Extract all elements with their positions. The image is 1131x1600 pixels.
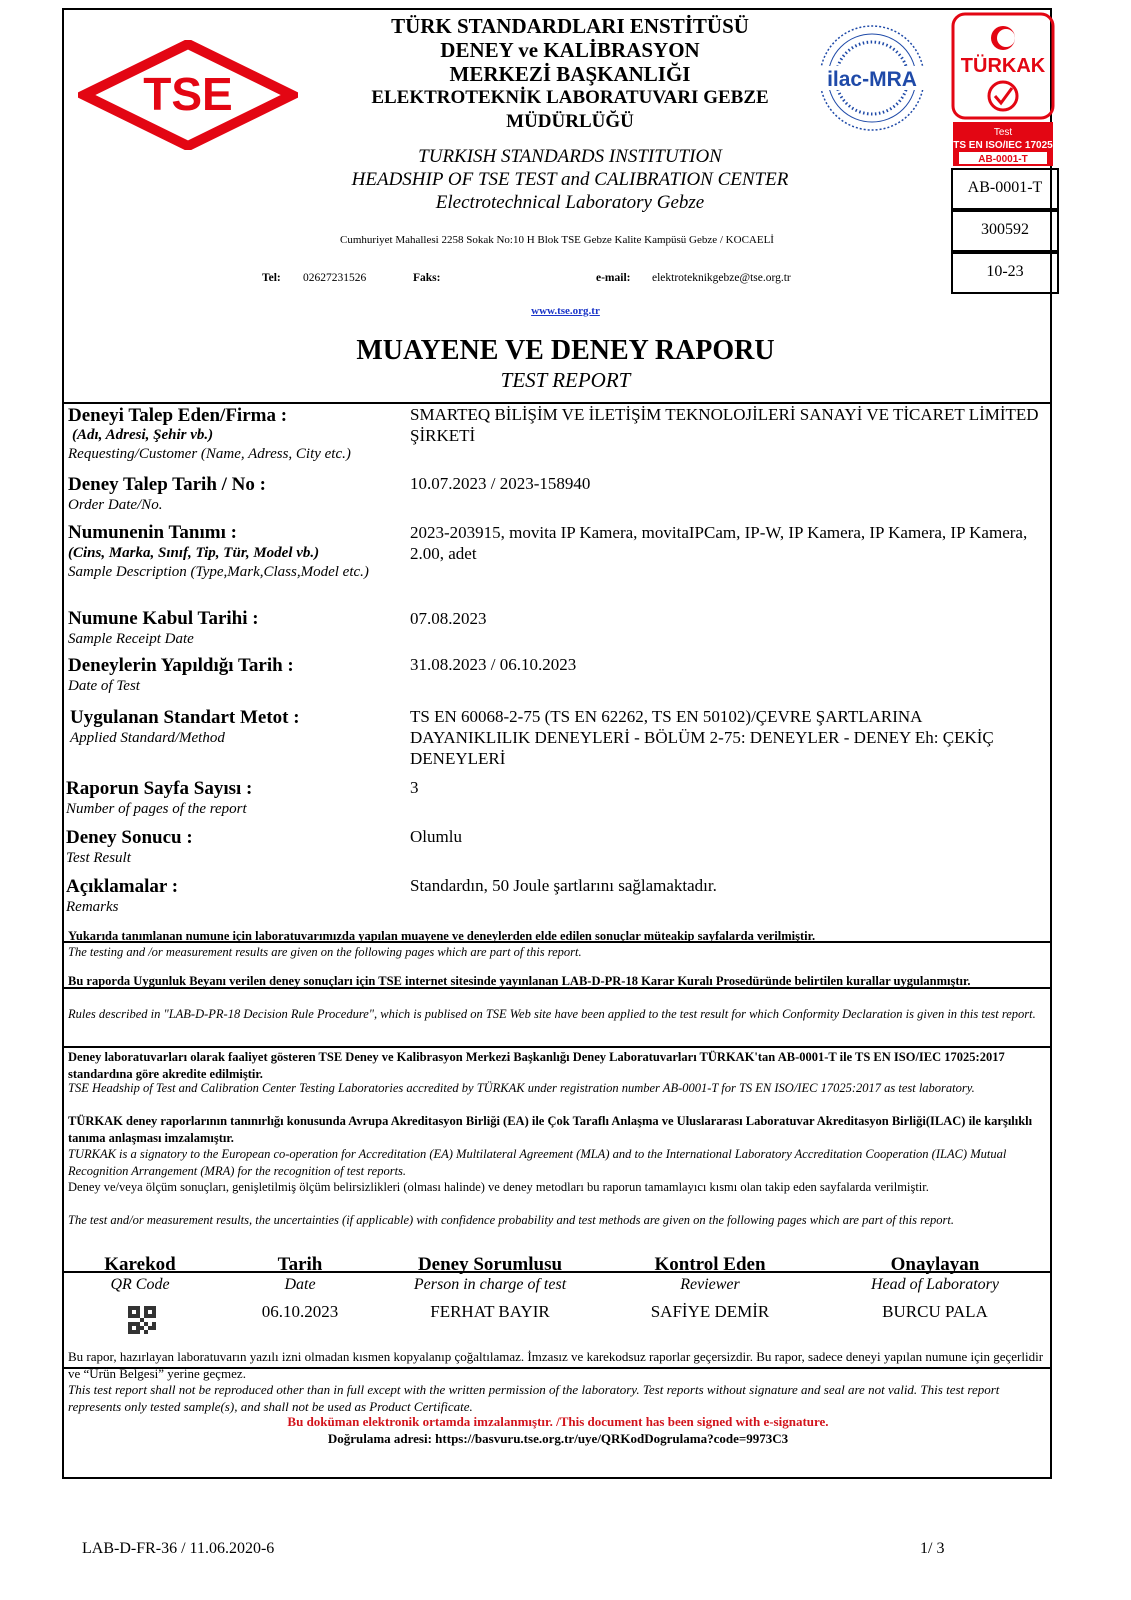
sig-reviewer-value: SAFİYE DEMİR bbox=[650, 1302, 770, 1321]
field-requester-label: Deneyi Talep Eden/Firma : bbox=[68, 405, 288, 426]
field-pages-value: 3 bbox=[410, 778, 419, 797]
field-requester-sub-tr: (Adı, Adresi, Şehir vb.) bbox=[72, 427, 214, 443]
esign-notice: Bu doküman elektronik ortamda imzalanmıştır. /This document has been signed with e-signature. bbox=[287, 1414, 829, 1429]
field-order-value: 10.07.2023 / 2023-158940 bbox=[410, 474, 591, 493]
field-sample-label: Numunenin Tanımı : bbox=[68, 522, 237, 543]
field-receipt-sub: Sample Receipt Date bbox=[68, 631, 194, 647]
field-requester-sub-en: Requesting/Customer (Name, Adress, City etc.) bbox=[68, 446, 351, 462]
report-number-box: 300592 bbox=[951, 210, 1059, 252]
page-number: 1/ 3 bbox=[920, 1540, 945, 1557]
fax-label: Faks: bbox=[413, 272, 441, 284]
footer-en: This test report shall not be reproduced other than in full except with the written permission of the laboratory. Test reports without signature and seal are not valid. This test report represents only tested sample(s), and shall not be used as Product Certificate. bbox=[68, 1382, 1000, 1414]
ilac-mra-logo-icon bbox=[816, 22, 928, 134]
tel-label: Tel: bbox=[262, 272, 281, 284]
field-sample-value: 2023-203915, movita IP Kamera, movitaIPCam, IP-W, IP Kamera, IP Kamera, IP Kamera, 2.00, adet bbox=[410, 523, 1028, 563]
field-sample-sub-tr: (Cins, Marka, Sınıf, Tip, Tür, Model vb.) bbox=[68, 545, 320, 561]
sig-tester-value: FERHAT BAYIR bbox=[430, 1302, 550, 1321]
sig-reviewer-title: Kontrol Eden bbox=[654, 1254, 766, 1275]
note-1-en: The testing and /or measurement results are given on the following pages which are part of this report. bbox=[68, 945, 582, 959]
institute-en-line-3: Electrotechnical Laboratory Gebze bbox=[435, 192, 705, 213]
note-5-tr: Deney ve/veya ölçüm sonuçları, genişletilmiş ölçüm belirsizlikleri (olması halinde) ve deney metodları bu raporun tamamlayıcı kısmı olan takip eden sayfalarda verilmiştir. bbox=[68, 1180, 929, 1194]
note-4-en: TURKAK is a signatory to the European co-operation for Accreditation (EA) Multilateral Agreement (MLA) and to the International Laboratory Accreditation Cooperation (ILAC) Mutual Recognition Arrangement (MRA) for the recognition of test reports. bbox=[68, 1147, 1007, 1178]
report-subtitle: TEST REPORT bbox=[500, 368, 631, 392]
sig-approver-title: Onaylayan bbox=[890, 1254, 980, 1275]
tse-logo-text: TSE bbox=[143, 68, 233, 120]
field-order-sub: Order Date/No. bbox=[68, 497, 163, 513]
tel-value: 02627231526 bbox=[303, 272, 367, 284]
verify-address[interactable]: Doğrulama adresi: https://basvuru.tse.org.tr/uye/QRKodDogrulama?code=9973C3 bbox=[327, 1431, 789, 1446]
institute-tr-line-4: ELEKTROTEKNİK LABORATUVARI GEBZE bbox=[371, 87, 769, 108]
institute-tr-line-5: MÜDÜRLÜĞÜ bbox=[506, 111, 634, 132]
note-2-en: Rules described in "LAB-D-PR-18 Decision Rule Procedure", which is publised on TSE Web site have been applied to the test result for which Conformity Declaration is given in this test report. bbox=[68, 1007, 1036, 1021]
turkak-logo-icon bbox=[951, 12, 1061, 168]
email-label: e-mail: bbox=[596, 272, 631, 284]
field-order-label: Deney Talep Tarih / No : bbox=[68, 474, 266, 495]
field-sample-sub-en: Sample Description (Type,Mark,Class,Model etc.) bbox=[68, 564, 369, 580]
website-link[interactable]: www.tse.org.tr bbox=[531, 305, 600, 317]
field-pages-sub: Number of pages of the report bbox=[66, 801, 247, 817]
sig-date-title: Tarih bbox=[277, 1254, 323, 1275]
field-requester-value: SMARTEQ BİLİŞİM VE İLETİŞİM TEKNOLOJİLERİ SANAYİ VE TİCARET LİMİTED ŞİRKETİ bbox=[410, 405, 1039, 445]
report-title: MUAYENE VE DENEY RAPORU bbox=[356, 335, 775, 366]
institute-en-line-1: TURKISH STANDARDS INSTITUTION bbox=[418, 146, 722, 167]
report-period-box: 10-23 bbox=[951, 252, 1059, 294]
sig-date-value: 06.10.2023 bbox=[261, 1302, 339, 1321]
institute-tr-line-1: TÜRK STANDARDLARI ENSTİTÜSÜ bbox=[391, 14, 749, 38]
sig-approver-value: BURCU PALA bbox=[882, 1302, 988, 1321]
sig-reviewer-sub: Reviewer bbox=[680, 1276, 740, 1293]
sig-tester-title: Deney Sorumlusu bbox=[417, 1254, 563, 1275]
email-value[interactable]: elektroteknikgebze@tse.org.tr bbox=[652, 272, 791, 284]
note-3-tr: Deney laboratuvarları olarak faaliyet gösteren TSE Deney ve Kalibrasyon Merkezi Başkanlığı Deney Laboratuvarları TÜRKAK'tan AB-0001-T ile TS EN ISO/IEC 17025:2017 standardına göre akredite edilmiştir. bbox=[64, 1046, 1050, 1082]
field-testdate-label: Deneylerin Yapıldığı Tarih : bbox=[68, 655, 294, 676]
note-3-en: TSE Headship of Test and Calibration Center Testing Laboratories accredited by TÜRKAK under registration number AB-0001-T for TS EN ISO/IEC 17025:2017 as test laboratory. bbox=[68, 1081, 975, 1095]
field-remarks-label: Açıklamalar : bbox=[66, 876, 179, 897]
field-result-label: Deney Sonucu : bbox=[66, 827, 193, 848]
field-testdate-value: 31.08.2023 / 06.10.2023 bbox=[410, 655, 577, 674]
footer-tr: Bu rapor, hazırlayan laboratuvarın yazılı izni olmadan kısmen kopyalanıp çoğaltılamaz. İmzasız ve karekodsuz raporlar geçersizdir. Bu rapor, sadece deneyi yapılan numune için geçerlidir ve “Ürün Belgesi” yerine geçmez. bbox=[68, 1349, 1044, 1381]
note-1-tr: Yukarıda tanımlanan numune için laboratuvarımızda yapılan muayene ve deneylerden elde edilen sonuçlar müteakip sayfalarda verilmiştir. bbox=[68, 929, 816, 943]
field-remarks-sub: Remarks bbox=[66, 899, 119, 915]
field-receipt-value: 07.08.2023 bbox=[410, 609, 487, 628]
field-receipt-label: Numune Kabul Tarihi : bbox=[68, 608, 259, 629]
ilac-mra-text: ilac-MRA bbox=[827, 68, 917, 91]
tse-logo-icon bbox=[78, 40, 298, 150]
sig-tester-sub: Person in charge of test bbox=[413, 1276, 567, 1293]
turkak-name: TÜRKAK bbox=[960, 55, 1046, 77]
qr-code-icon[interactable] bbox=[128, 1306, 156, 1334]
field-standard-label: Uygulanan Standart Metot : bbox=[70, 707, 300, 728]
field-testdate-sub: Date of Test bbox=[68, 678, 140, 694]
sig-qr-title: Karekod bbox=[104, 1254, 176, 1275]
institute-tr-line-3: MERKEZİ BAŞKANLIĞI bbox=[449, 62, 691, 86]
accreditation-no-box: AB-0001-T bbox=[951, 168, 1059, 210]
field-result-value: Olumlu bbox=[410, 827, 462, 846]
institute-en-line-2: HEADSHIP OF TSE TEST and CALIBRATION CENTER bbox=[351, 169, 789, 190]
field-result-sub: Test Result bbox=[66, 850, 131, 866]
note-2-tr: Bu raporda Uygunluk Beyanı verilen deney sonuçları için TSE internet sitesinde yayınlanan LAB-D-PR-18 Karar Kuralı Prosedüründe belirtilen kurallar uygulanmıştır. bbox=[68, 974, 971, 988]
sig-date-sub: Date bbox=[284, 1276, 316, 1293]
turkak-line1: Test bbox=[993, 127, 1013, 138]
field-standard-sub: Applied Standard/Method bbox=[70, 730, 225, 746]
field-standard-value: TS EN 60068-2-75 (TS EN 62262, TS EN 50102)/ÇEVRE ŞARTLARINA DAYANIKLILIK DENEYLERİ - BÖLÜM 2-75: DENEYLER - DENEY Eh: ÇEKİÇ DENEYLERİ bbox=[410, 707, 994, 768]
field-remarks-value: Standardın, 50 Joule şartlarını sağlamaktadır. bbox=[410, 876, 717, 895]
field-pages-label: Raporun Sayfa Sayısı : bbox=[66, 778, 253, 799]
note-4-tr: TÜRKAK deney raporlarının tanınırlığı konusunda Avrupa Akreditasyon Birliği (EA) ile Çok Taraflı Anlaşma ve Uluslararası Laboratuvar Akreditasyon Birliği(ILAC) ile karşılıklı tanıma anlaşması imzalamıştır. bbox=[68, 1114, 1033, 1145]
form-code: LAB-D-FR-36 / 11.06.2020-6 bbox=[82, 1540, 275, 1557]
sig-approver-sub: Head of Laboratory bbox=[871, 1276, 999, 1293]
note-5-en: The test and/or measurement results, the uncertainties (if applicable) with confidence probability and test methods are given on the following pages which are part of this report. bbox=[68, 1213, 955, 1227]
turkak-line2: TS EN ISO/IEC 17025 bbox=[953, 140, 1053, 151]
sig-qr-sub: QR Code bbox=[110, 1276, 170, 1293]
address: Cumhuriyet Mahallesi 2258 Sokak No:10 H Blok TSE Gebze Kalite Kampüsü Gebze / KOCAELİ bbox=[340, 234, 774, 246]
institute-tr-line-2: DENEY ve KALİBRASYON bbox=[440, 38, 700, 62]
turkak-line3: AB-0001-T bbox=[978, 154, 1028, 165]
